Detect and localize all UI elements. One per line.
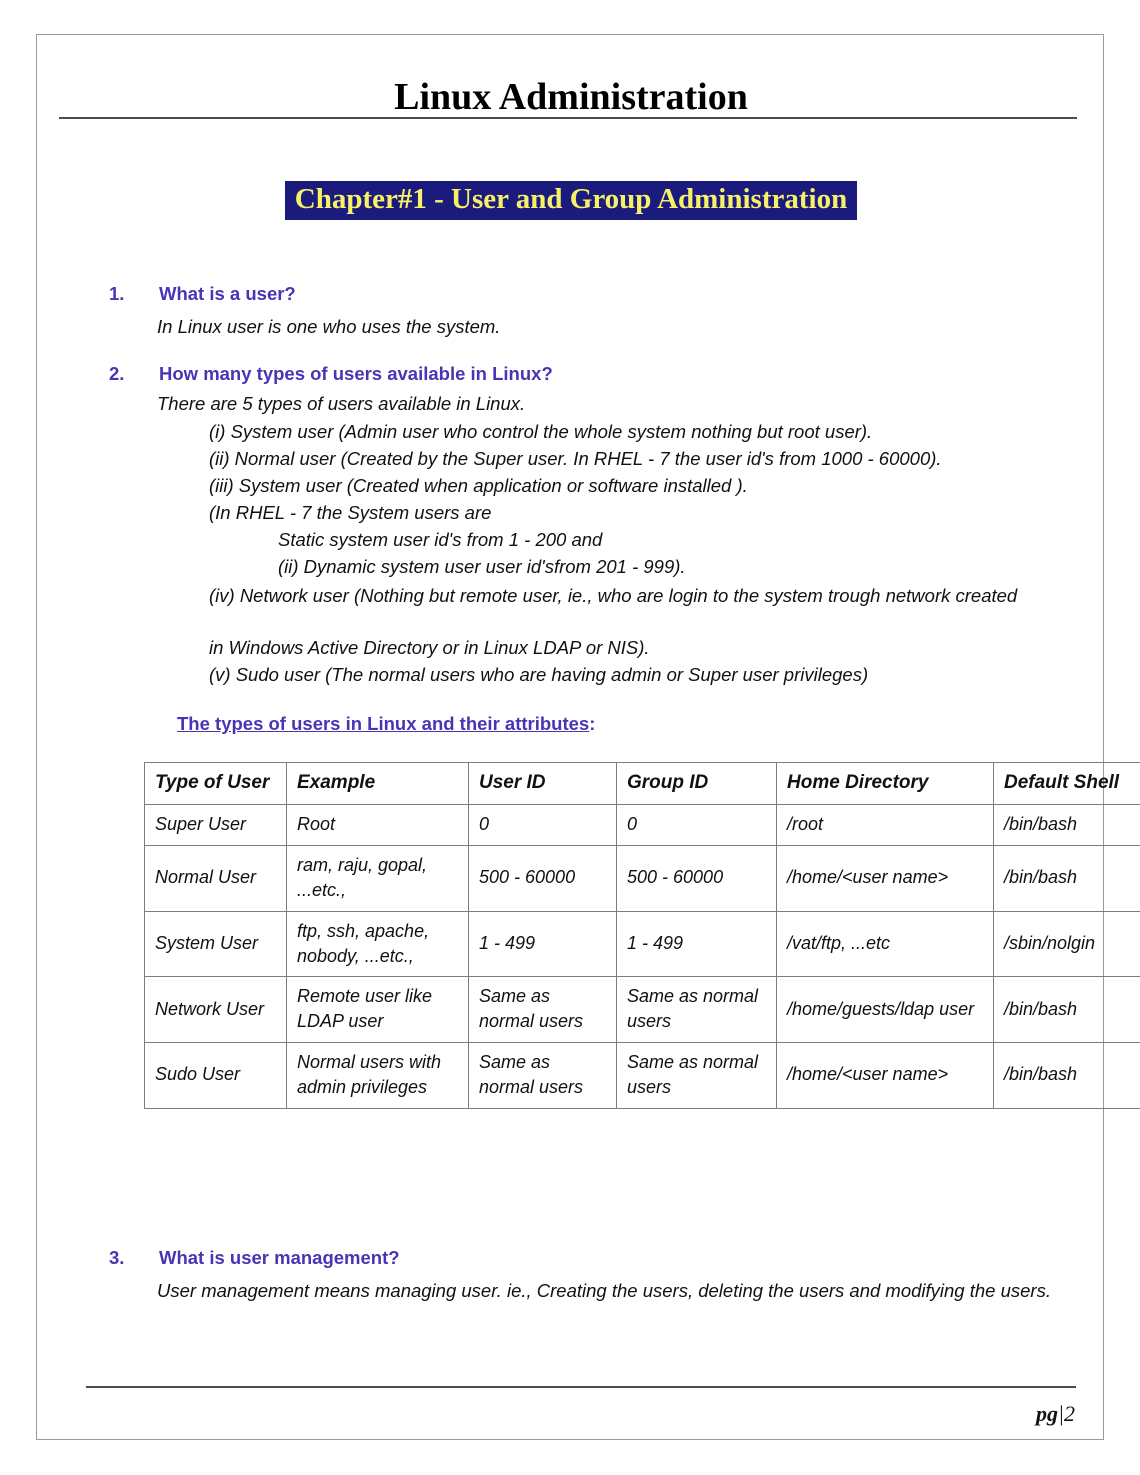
cell-user-id: Same as normal users <box>469 977 617 1043</box>
cell-default-shell: /bin/bash <box>994 977 1140 1043</box>
table-row <box>145 846 1140 912</box>
page-number-separator: | <box>1057 1401 1064 1426</box>
cell-user-id: Same as normal users <box>469 1043 617 1109</box>
column-header-example: Example <box>287 763 469 805</box>
answer-line-2-5: Static system user id's from 1 - 200 and <box>278 529 603 550</box>
cell-group-id: Same as normal users <box>617 977 777 1043</box>
cell-home-directory: /vat/ftp, ...etc <box>777 911 994 977</box>
column-header-type-of-user: Type of User <box>145 763 287 805</box>
cell-example: Remote user like LDAP user <box>287 977 469 1043</box>
cell-type: Network User <box>145 977 287 1043</box>
question-number-1: 1. <box>109 283 125 304</box>
cell-type: Super User <box>145 805 287 846</box>
cell-user-id: 0 <box>469 805 617 846</box>
cell-user-id: 1 - 499 <box>469 911 617 977</box>
answer-line-2-7: (iv) Network user (Nothing but remote user, ie., who are login to the system trough network created <box>209 585 1018 606</box>
cell-type: Sudo User <box>145 1043 287 1109</box>
question-number-3: 3. <box>109 1247 125 1268</box>
answer-line-3-0: User management means managing user. ie., Creating the users, deleting the users and modifying the users. <box>157 1280 1051 1301</box>
cell-example: Root <box>287 805 469 846</box>
document-title: Linux Administration <box>394 76 748 118</box>
answer-line-2-0: There are 5 types of users available in Linux. <box>157 393 526 414</box>
column-header-user-id: User ID <box>469 763 617 805</box>
answer-line-2-9: (v) Sudo user (The normal users who are having admin or Super user privileges) <box>209 664 869 685</box>
footer-divider <box>86 1386 1076 1388</box>
types-of-users-subheading-underlined: The types of users in Linux and their attributes <box>177 713 590 734</box>
question-number-2: 2. <box>109 363 125 384</box>
cell-example: ram, raju, gopal, ...etc., <box>287 846 469 912</box>
answer-line-2-8: in Windows Active Directory or in Linux LDAP or NIS). <box>209 637 650 658</box>
table-row <box>145 977 1140 1043</box>
answer-line-2-4: (In RHEL - 7 the System users are <box>209 502 492 523</box>
page-number-label <box>1036 1401 1075 1427</box>
cell-default-shell: /bin/bash <box>994 846 1140 912</box>
cell-home-directory: /home/guests/ldap user <box>777 977 994 1043</box>
question-heading-3: What is user management? <box>159 1247 400 1268</box>
chapter-heading: Chapter#1 - User and Group Administration <box>285 181 857 220</box>
answer-line-2-6: (ii) Dynamic system user user id'sfrom 201 - 999). <box>278 556 686 577</box>
cell-default-shell: /bin/bash <box>994 805 1140 846</box>
column-header-group-id: Group ID <box>617 763 777 805</box>
question-heading-1: What is a user? <box>159 283 296 304</box>
cell-example: ftp, ssh, apache, nobody, ...etc., <box>287 911 469 977</box>
answer-line-1-0: In Linux user is one who uses the system. <box>157 316 501 337</box>
cell-user-id: 500 - 60000 <box>469 846 617 912</box>
cell-default-shell: /sbin/nolgin <box>994 911 1140 977</box>
cell-home-directory: /home/<user name> <box>777 846 994 912</box>
cell-home-directory: /home/<user name> <box>777 1043 994 1109</box>
cell-default-shell: /bin/bash <box>994 1043 1140 1109</box>
answer-line-2-2: (ii) Normal user (Created by the Super user. In RHEL - 7 the user id's from 1000 - 60000). <box>209 448 942 469</box>
document-body <box>37 241 1120 1361</box>
cell-group-id: 500 - 60000 <box>617 846 777 912</box>
chapter-heading-container <box>37 181 1105 220</box>
types-of-users-subheading <box>177 713 595 735</box>
page-number-value: 2 <box>1064 1401 1075 1426</box>
cell-type: Normal User <box>145 846 287 912</box>
page-number-prefix: pg <box>1035 1401 1058 1426</box>
column-header-default-shell: Default Shell <box>994 763 1140 805</box>
document-page <box>36 34 1120 1440</box>
question-heading-2: How many types of users available in Linux? <box>159 363 553 384</box>
table-row <box>145 1043 1140 1109</box>
cell-type: System User <box>145 911 287 977</box>
cell-group-id: Same as normal users <box>617 1043 777 1109</box>
answer-line-2-3: (iii) System user (Created when application or software installed ). <box>209 475 748 496</box>
cell-group-id: 1 - 499 <box>617 911 777 977</box>
table-row <box>145 805 1140 846</box>
user-types-attributes-table <box>144 762 1140 1109</box>
table-header-row <box>145 763 1140 805</box>
types-of-users-subheading-colon: : <box>589 713 596 734</box>
cell-home-directory: /root <box>777 805 994 846</box>
header-divider <box>59 117 1077 119</box>
column-header-home-directory: Home Directory <box>777 763 994 805</box>
cell-group-id: 0 <box>617 805 777 846</box>
answer-line-2-1: (i) System user (Admin user who control the whole system nothing but root user). <box>209 421 873 442</box>
table-row <box>145 911 1140 977</box>
cell-example: Normal users with admin privileges <box>287 1043 469 1109</box>
